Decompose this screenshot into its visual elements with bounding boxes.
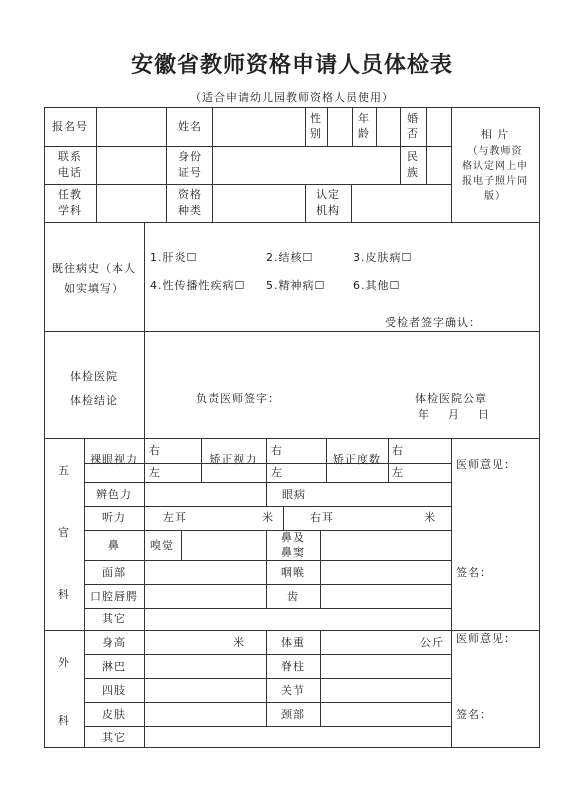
label-id-1: 身份 <box>178 150 202 163</box>
photo-note-3: 报电子照片同 <box>462 176 528 187</box>
history-item-skin-disease: 3.皮肤病☐ <box>353 251 413 264</box>
conclusion-label-1: 体检医院 <box>70 370 118 383</box>
label-ethnic-1: 民 <box>407 150 419 163</box>
conclusion-label-2: 体检结论 <box>70 394 118 407</box>
label-cert-org-2: 机构 <box>316 204 340 217</box>
corrected-vision-left: 左 <box>271 466 283 479</box>
naked-vision-right: 右 <box>149 444 161 457</box>
label-registration-no: 报名号 <box>52 120 88 133</box>
label-limbs: 四肢 <box>102 684 126 697</box>
label-hearing: 听力 <box>102 511 126 524</box>
weight-unit: 公斤 <box>420 636 444 649</box>
correction-degree-left: 左 <box>392 466 404 479</box>
label-weight: 体重 <box>281 636 305 649</box>
wuguan-doctor-opinion: 医师意见： <box>456 458 516 471</box>
wuguan-section-1: 五 <box>58 464 70 477</box>
wuguan-section-2: 官 <box>58 526 70 539</box>
label-spine: 脊柱 <box>281 660 305 673</box>
label-phone-1: 联系 <box>58 150 82 163</box>
label-lymph: 淋巴 <box>102 660 126 673</box>
corrected-vision-right: 右 <box>271 444 283 457</box>
label-color-vision: 辨色力 <box>96 488 132 501</box>
label-neck: 颈部 <box>281 708 305 721</box>
label-name: 姓名 <box>178 120 202 133</box>
label-throat: 咽喉 <box>281 566 305 579</box>
label-face: 面部 <box>102 566 126 579</box>
photo-title: 相 片 <box>480 128 510 141</box>
history-item-hepatitis: 1.肝炎☐ <box>150 251 198 264</box>
label-gender-1: 性 <box>310 112 322 125</box>
label-other-waike: 其它 <box>102 731 126 744</box>
form-title: 安徽省教师资格申请人员体检表 <box>130 52 453 78</box>
waike-section-2: 科 <box>58 714 70 727</box>
label-age-2: 龄 <box>358 127 370 140</box>
label-age-1: 年 <box>358 112 370 125</box>
label-marriage-1: 婚 <box>407 112 419 125</box>
history-item-tuberculosis: 2.结核☐ <box>266 251 314 264</box>
history-signature-label: 受检者签字确认： <box>385 316 481 329</box>
photo-note-2: 格认定网上申 <box>462 161 528 172</box>
history-item-std: 4.性传播性疾病☐ <box>150 279 246 292</box>
history-item-mental: 5.精神病☐ <box>266 279 326 292</box>
label-sinus-2: 鼻窦 <box>281 546 305 559</box>
label-teeth: 齿 <box>287 590 299 603</box>
left-ear-unit: 米 <box>262 511 274 524</box>
waike-section-1: 外 <box>58 656 70 669</box>
waike-doctor-opinion: 医师意见： <box>456 632 516 645</box>
label-cert-org-1: 认定 <box>316 188 340 201</box>
label-cert-type-1: 资格 <box>178 188 202 201</box>
form-subtitle: （适合申请幼儿园教师资格人员使用） <box>190 91 394 104</box>
right-ear-unit: 米 <box>424 511 436 524</box>
history-item-other: 6.其他☐ <box>353 279 401 292</box>
label-eye-disease: 眼病 <box>282 488 306 501</box>
label-marriage-2: 否 <box>407 127 419 140</box>
label-other-wuguan: 其它 <box>102 612 126 625</box>
hospital-seal-label: 体检医院公章 <box>415 392 487 405</box>
label-gender-2: 别 <box>310 127 322 140</box>
correction-degree-right: 右 <box>392 444 404 457</box>
label-subject-2: 学科 <box>58 204 82 217</box>
label-joints: 关节 <box>281 684 305 697</box>
label-correction-degree: 矫正度数 <box>333 453 381 466</box>
label-nose: 鼻 <box>108 539 120 552</box>
label-ethnic-2: 族 <box>407 166 419 179</box>
history-label-2: 如实填写） <box>64 282 124 295</box>
label-skin: 皮肤 <box>102 708 126 721</box>
date-label: 年 月 日 <box>418 408 490 421</box>
wuguan-section-3: 科 <box>58 588 70 601</box>
photo-note-4: 版） <box>484 191 506 202</box>
label-subject-1: 任教 <box>58 188 82 201</box>
waike-sign: 签名： <box>456 708 492 721</box>
label-smell: 嗅觉 <box>150 539 174 552</box>
label-phone-2: 电话 <box>58 166 82 179</box>
wuguan-sign: 签名： <box>456 566 492 579</box>
label-cert-type-2: 种类 <box>178 204 202 217</box>
label-height: 身高 <box>102 636 126 649</box>
naked-vision-left: 左 <box>149 466 161 479</box>
label-left-ear: 左耳 <box>163 511 187 524</box>
label-naked-vision: 裸眼视力 <box>90 453 138 466</box>
label-right-ear: 右耳 <box>310 511 334 524</box>
label-mouth: 口腔唇腭 <box>90 590 138 603</box>
label-corrected-vision: 矫正视力 <box>209 453 258 466</box>
doctor-signature-label: 负责医师签字： <box>196 392 280 405</box>
label-id-2: 证号 <box>178 166 202 179</box>
height-unit: 米 <box>233 636 245 649</box>
photo-note-1: （与教师资 <box>467 146 523 157</box>
history-label-1: 既往病史（本人 <box>52 262 136 275</box>
label-sinus-1: 鼻及 <box>281 531 305 544</box>
